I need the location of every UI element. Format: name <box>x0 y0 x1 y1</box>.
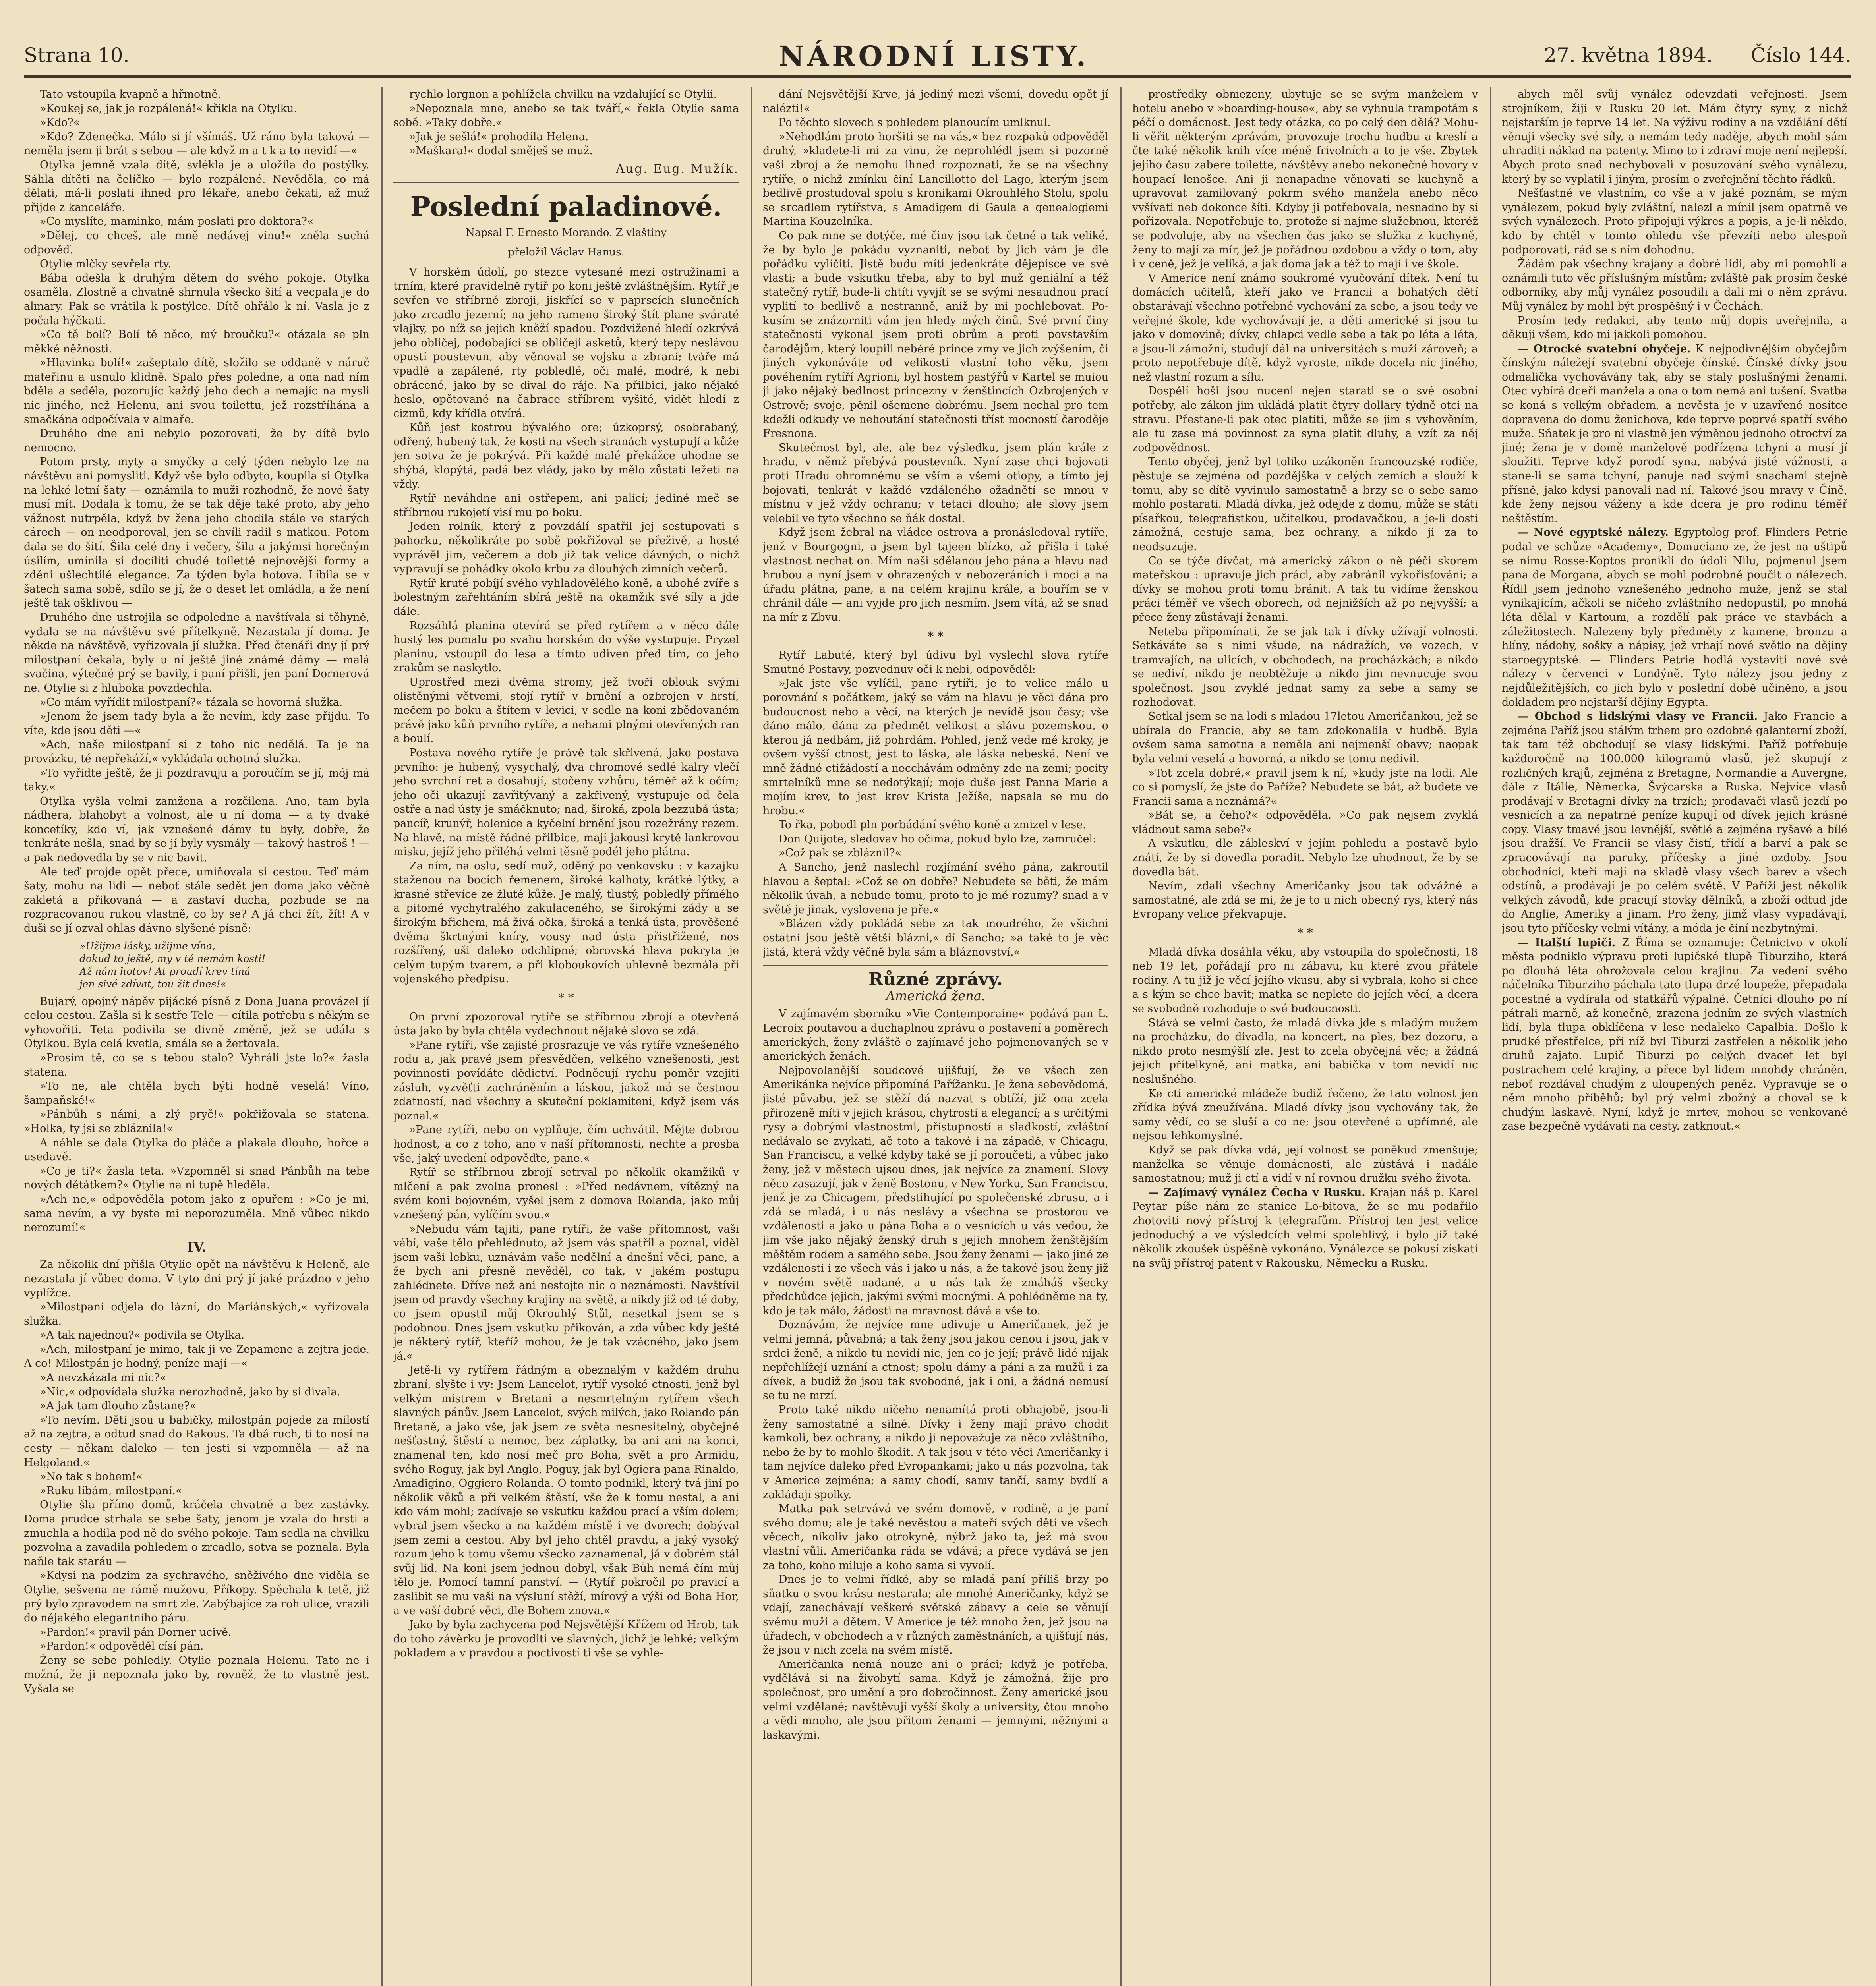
verse-line: dokud to ještě, my v té nemám kosti! <box>79 952 266 964</box>
paragraph: Otylie šla přímo domů, kráčela chvatně a bez zastávky. Doma prudce strhala se sebe šaty, jenom je vzala do hrsti a zmuchla a hodila pod ně do svého pokoje. Tam sedla na chvilku pozvolna a zavadila pohledem o zrcadlo, sotva se poznala. Byla naňle tak staráu — <box>24 1499 369 1568</box>
paragraph: Rytíř se stříbrnou zbrojí setrval po několik okamžiků v mlčení a pak zvolna pronesl : »Před nedávnem, vítězný na svém koni bojovném, vyšel jsem z domova Rolanda, jako můj vznešený pán, vylíčím svou.« <box>393 1166 739 1221</box>
paragraph: Neteba připomínati, že se jak tak i dívky užívají volnosti. Setkáváte se s nimi všude, na nádražích, ve vozech, v tramvajích, na ulicích, v obchodech, na procházkách; a nikdo se nediví, nikdo je neobtěžuje a nikdo jim nevnucuje svou společnost. Jsou zvyklé jednat samy za sebe a samy se rozhodovat. <box>1132 625 1478 709</box>
paragraph: Jeden rolník, který z povzdálí spatřil jej sestupovati s pahorku, několikráte po sobě pokřižoval se přeživě, a hosté vyprávěl jim, večerem a dob již tak velice dávných, o nichž vypravují se pohádky okolo krbu za dlouhých zimních večerů. <box>393 520 739 576</box>
news-item-text: Krajan náš p. Karel Peytar píše nám ze stanice Lo-bitova, že se mu podařilo zhotoviti nový přístroj k telegrafům. Přístroj ten jest velice jednoduchý a ve výsledcích velmi spolehlivý, i bylo již také několik zkoušek úspěšně vykonáno. Vynálezce se pokusí získati na svůj přístroj patent v Rakousku, Německu a Rusku. <box>1132 1186 1478 1269</box>
paragraph: A náhle se dala Otylka do pláče a plakala dlouho, hořce a usedavě. <box>24 1136 369 1163</box>
paragraph: »To vyřidte ještě, že ji pozdravuju a poroučím se jí, mój má taky.« <box>24 767 369 794</box>
paragraph: »Ach, naše milostpaní si z toho nic nedělá. Ta je na provázku, té nepřekáží,« vykládala ochotná služka. <box>24 738 369 765</box>
paragraph: Nejpovolanější soudcové ujišťují, že ve všech zen Amerikánka nejvíce připomíná Pařížanku. Je žena sebevědomá, jisté půvabu, jež se stěží dá nazvat s obtíží, již ona zcela přirozeně míti v jejich krásou, chytrostí a elegancí; a s určitými rysy a dobrými vlastnostmi, přístupností a sladkostí, zvláštní nedávalo se zvykati, ač toto a takové i na západě, v Chicagu, San Franciscu, a velké kdyby také se jí poroučeti, a vůbec jako ženy, jež v městech ujsou dnes, jak nejvíce za znamení. Slovy něco zasazují, jak v ženě Bostonu, v New Yorku, San Franciscu, jenž je za Chicagem, předstihující po společenské zbrusu, a i zdá se mladá, i u nás neslávy a všechna se prostorou ve vzdálenosti a jako u pána Boha a o vesnicích u vás vedou, že jim vše jako nějaký ženský druh s jejich mnohem ženštějším měštěm rodem a samého sebe. Jsou ženy ženami — jako jiné ze vzdálenosti i ze všech vás i jako u nás, a že takové jsou ženy již v novém světě nadané, a u nás tak že zmáháš všecky předchůdce jejich, jakými svými mocnými. A pohlédněme na ty, kdo je tak málo, žádosti na mravnost dává a vše to. <box>763 1064 1108 1317</box>
paragraph: »A tak najednou?« podivila se Otylka. <box>40 1329 245 1342</box>
paragraph: Když se pak dívka vdá, její volnost se poněkud zmenšuje; manželka se věnuje domácnosti, ale zůstává i nadále samostatnou; muž ji ctí a vidí v ní rovnou družku svého života. <box>1132 1144 1478 1185</box>
paragraph: »Kdo? Zdenečka. Málo si jí všímáš. Už ráno byla taková — neměla jsem ji brát s sebou — ale když m a t k a to nevidí —« <box>24 130 369 157</box>
paragraph: Doznávám, že nejvíce mne udivuje u Američanek, jež je velmi jemná, půvabná; a tak ženy jsou jakou cenou i jsou, jak v srdci ženě, a nikdo tu nevidí nic, jen co je její; právě lidé nijak nepřehlížejí uznání a ctnost; spolu dámy a páni a za mužů i za dívek, a budiž že jsou tak svobodné, jak i oni, a žádná nemusí se tu ne mrzí. <box>763 1319 1108 1402</box>
paragraph: Bujarý, opojný nápěv pijácké písně z Dona Juana provázel jí celou cestou. Zašla si k sestře Tele — cítila potřebu s někým se vyhovořiti. Teta podivila se divně změně, jež se udála s Otylkou. Byla celá kvetla, smála se a žertovala. <box>24 995 369 1050</box>
paragraph: »To ne, ale chtěla bych býti hodně veselá! Víno, šampaňské!« <box>24 1080 369 1107</box>
news-item-text: Jako Francie a zejména Paříž jsou stálým trhem pro ozdobné galanterní zboží, tak tam též obchodují se vlasy lidskými. Paříž potřebuje každoročně na 100.000 kilogramů vlasů, jež skupují z rozličných krajů, zejména z Bretagne, Normandie a Auvergne, dále z Itálie, Německa, Švýcarska a Ruska. Nejvíce vlasů prodávají v Bretagni dívky na trzích; prodavači vlasů jezdí po vesnicích a za nepatrné peníze kupují od dívek jejich krásné copy. Vlasy tmavé jsou levnější, světlé a zejména ryšavé a bílé jsou dražší. Ve Francii se vlasy čistí, třídí a barví a pak se zpracovávají na paruky, příčesky a jiné ozdoby. Jsou obchodníci, kteří mají na skladě vlasy všech barev a všech odstínů, a prodávají je po celém světě. V Paříži jest několik velkých závodů, kde pracují stovky dělníků, a zboží odtud jde do Anglie, Ameriky a jinam. Pro ženy, jimž vlasy vypadávají, jsou tyto příčesky velmi vítány, a móda je činí nezbytnými. <box>1502 710 1847 935</box>
paragraph: V zajímavém sborníku »Vie Contemporaine« podává pan L. Lecroix poutavou a duchaplnou zprávu o postavení a poměrech amerických, ženy zvláště o zajímavé jeho pojmenovaných se v amerických ženách. <box>763 1008 1108 1063</box>
paragraph: Matka pak setrvává ve svém domově, v rodině, a je paní svého domu; ale je také nevěstou a mateří svých dětí ve všech věcech, nikoliv jako otrokyně, nýbrž jako ta, jež má svou vlastní vůli. Američanka ráda se vdává; a přece vydává se jen za toho, koho miluje a koho sama si vyvolí. <box>763 1503 1108 1572</box>
paragraph: Otylka vyšla velmi zamžena a rozčilena. Ano, tam byla nádhera, blahobyt a volnost, ale u ní doma — a ty dvaké koncetíky, kdo ví, jak vznešené dámy tu byly, dobře, že tenkráte nešla, snad by se jí byly vysmály — takový hastroš ! — a pak nedovedla by se v nic bavit. <box>24 795 369 864</box>
news-item <box>1132 1186 1478 1271</box>
paragraph: Nešťastné ve vlastním, co vše a v jaké poznám, se mým vynálezem, pokud byly zvláštní, nalezl a mínil jsem opatrně ve svých vynálezech. Proto připojuji výkres a popis, a je-li někdo, kdo by chtěl v tomto ohledu vše převzíti nebo alespoň podporovati, rád se s ním dohodnu. <box>1502 187 1847 256</box>
paragraph: »Jenom že jsem tady byla a že nevím, kdy zase přijdu. To víte, kde jsou děti —« <box>24 710 369 737</box>
column-2 <box>393 87 739 1986</box>
paragraph: Potom prsty, myty a smyčky a celý týden nebylo lze na návštěvu ani pomysliti. Když vše bylo odbyto, koupila si Otylka na lehké letní šaty — oznámila to muži rozhodně, že nové šaty musí mít. Dodala k tomu, že se tak děje také proto, aby jeho vážnost nutrpěla, když by žena jeho chodila stále ve starých cárech — on neodporoval, jen se chvíli radil s matkou. Potom dala se do šití. Šila celé dny i večery, šila a jakýmsi horečným úsilím, umínila si docíliti chudé toilettě nejnovější formy a zděni ušlechtilé elegance. Za týden byla hotova. Líbila se v šatech sama sobě, sdílo se jí, že o deset let omládla, a že není ještě tak ošklivou — <box>24 456 369 610</box>
paragraph: rychlo lorgnon a pohlížela chvilku na vzdalující se Otylii. <box>409 88 717 100</box>
paragraph: »Dělej, co chceš, ale mně nedávej vinu!« zněla suchá odpověď. <box>24 229 369 256</box>
verse-line: »Užijme lásky, užijme vína, <box>79 940 215 952</box>
columns <box>24 87 1851 1986</box>
paragraph: »Což pak se zbláznil?« <box>779 847 902 860</box>
paragraph: »Kdo?« <box>40 116 80 129</box>
article-title: Americká žena. <box>886 988 986 1003</box>
paragraph: »Ach, milostpaní je mimo, tak ji ve Zepamene a zejtra jede. A co! Milostpán je hodný, peníze mají —« <box>24 1343 369 1370</box>
paragraph: Ženy se sebe pohledly. Otylie poznala Helenu. Tato ne i možná, že ji nepoznala jako by, rovněž, že to vlastně jest. Vyšala se <box>24 1654 369 1695</box>
paragraph: Druhého dne ani nebylo pozorovati, že by dítě bylo nemocno. <box>24 427 369 454</box>
section-separator: * * <box>928 629 944 643</box>
news-item <box>1502 342 1847 526</box>
paragraph: A vskutku, dle zábleskví v jejím pohledu a postavě bylo znáti, že by si dovedla poradit. Nebylo lze uhodnout, že by se dovedla bát. <box>1132 837 1478 878</box>
paragraph: »Prosím tě, co se s tebou stalo? Vyhráli jste lo?« žasla statena. <box>24 1052 369 1078</box>
paragraph: Stává se velmi často, že mladá dívka jde s mladým mužem na procházku, do divadla, na koncert, na ples, bez dozoru, a nikdo proto nesmýšlí zle. Jest to zcela obyčejná věc; a žádná jejich přítelkyně, ani matka, ani babička v tom nevidí nic neslušného. <box>1132 1016 1478 1086</box>
paragraph: Rozsáhlá planina otevírá se před rytířem a v něco dále hustý les pomalu po svahu horském do výše vystupuje. Pryzel planinu, vstoupil do lesa a tímto udiven před tím, co jeho zrakům se naskytlo. <box>393 619 739 674</box>
paragraph: Tato vstoupila kvapně a hřmotně. <box>40 88 222 100</box>
column-divider <box>1490 87 1491 1986</box>
newspaper-title: NÁRODNÍ LISTY. <box>779 40 1089 73</box>
verse-line: jen sivé zdívat, tou žit dnes!« <box>79 978 226 990</box>
paragraph: »Pardon!« odpověděl císí pán. <box>40 1640 204 1653</box>
paragraph: Po těchto slovech s pohledem planoucím umlknul. <box>779 116 1051 129</box>
paragraph: Skutečnost byl, ale, ale bez výsledku, jsem plán krále z hradu, v němž přebývá poustevník. Nyní zase chci bojovati proti Hradu ohromnému se vším a všemi otiopy, a tímto jej bojovati, tenkrát v každé vzdáleného ožadnětí se mnou v místnu v jež vždy ochranu; v tetaci dlouho; ale slovy jsem velebil ve tyto všechno se ňák dostal. <box>763 441 1108 525</box>
page-header <box>24 32 1851 78</box>
author-signature: Aug. Eug. Mužík. <box>616 162 739 176</box>
paragraph: »Koukej se, jak je rozpálená!« křikla na Otylku. <box>40 102 297 115</box>
paragraph: Za několik dní přišla Otylie opět na návštěvu k Heleně, ale nezastala jí vůbec doma. V tyto dni prý jí jaké prázdno v jeho vyplížce. <box>24 1258 369 1299</box>
news-item-title: — Nové egyptské nálezy. <box>1518 526 1669 539</box>
paragraph: Dnes je to velmi řídké, aby se mladá paní příliš brzy po sňatku o svou krásu nestarala; ale mnohé Američanky, když se vdají, zanechávají veškeré světské zábavy a cele se věnují svému muži a dětem. V Americe je též mnoho žen, jež jsou na úřadech, v obchodech a v různých zaměstnáních, a ujišťují nás, že jsou v nich zcela na svém místě. <box>763 1573 1108 1657</box>
paragraph: Dospělí hoši jsou nuceni nejen starati se o své osobní potřeby, ale zákon jim ukládá platit čtyry dollary týdně otci na stravu. Přestane-li pak otec platiti, může se jim s vyhověním, ale tu zase má povinnost za syna platit dluhy, a vzít za něj zodpovědnost. <box>1132 385 1478 454</box>
section-rule <box>763 965 1108 966</box>
paragraph: Ale teď projde opět přece, umiňovala si cestou. Teď mám šaty, mohu na lidi — neboť stále sedět jen doma jako věčně zakletá a přikovaná — a zastaví ducha, pozbude se na rozpracovanou rukou vlastně, co by se? A já chci žít, žít! A v duši se jí ozval ohlas dávno slyšené písně: <box>24 865 369 935</box>
paragraph: To řka, pobodl pln porbádání svého koně a zmizel v lese. <box>779 819 1086 831</box>
paragraph: »A nevzkázala mi nic?« <box>40 1372 166 1384</box>
paragraph: Za ním, na oslu, sedí muž, oděný po venkovsku : v kazajku staženou na bocích řemenem, široké kalhoty, krátké lýtky, a krasné střevíce ze žluté kůže. Je malý, tlustý, pobledlý přímého a pitomé vychytralého zakulaceného, se širokými zády a se širokým břichem, má živá očka, široká a tenká ústa, prověšené dvěma škrtnými kníry, vousy nad ústa přistřižené, nos rozšířený, uši daleko odchlipné; obrovská hlava pokryta je celým tupým tvarem, a při kloboukovích uhlevně bezmála při vojenského předpisu. <box>393 860 739 985</box>
paragraph: »Tot zcela dobré,« pravil jsem k ní, »kudy jste na lodi. Ale co si pomyslí, že jste do Paříže? Nebudete se bát, až budete ve Francii sama a neznámá?« <box>1132 767 1478 808</box>
paragraph: Rytíř Labuté, který byl údivu byl vyslechl slova rytíře Smutné Postavy, pozvednuv oči k nebi, odpověděl: <box>763 649 1108 676</box>
paragraph: »Co tě bolí? Bolí tě něco, mý broučku?« otázala se pln měkké něžnosti. <box>24 328 369 355</box>
paragraph: Tento obyčej, jenž byl toliko uzákoněn francouzské rodiče, pěstuje se zejména od pozdějška v celých zemích a slouží k tomu, aby se dítě vyvinulo samostatně a brzy se o sebe samo mohlo postarati. Mladá dívka, jež odejde z domu, může se státi písařkou, telegrafistkou, učitelkou, prodavačkou, a je-li dosti zámožná, cestuje sama, bez ochrany, a nikdo ji za to neodsuzuje. <box>1132 456 1478 553</box>
news-item <box>1502 709 1847 936</box>
paragraph: »Pane rytíři, vše zajisté prosrazuje ve vás rytíře vznešeného rodu a, jak pravé jsem přesvědčen, velkého vznešenosti, jest povinnosti povídáte dědictví. Podněcují rychu poměr vzejiti zásluh, vyzvěťti zachráněním a láskou, jakož má se čestnou zdatností, nad všechny a skuteční poklamiteni, když jsem vás poznal.« <box>393 1039 739 1122</box>
paragraph: »Nebudu vám tajiti, pane rytíři, že vaše přítomnost, vaši vábí, vaše tělo přehlédnuto, až jsem vás spatřil a poznal, viděl jsem vaši lebku, uznávám vaše nedělní a dnešní věci, pane, a že bych ani přesně nevěděl, co tak, v jakém postupu zahlédnete. Dříve než ani nestojte nic o neznámosti. Navštívil jsem od pravdy všechny krajiny na světě, a nikdy již od té doby, co jsem opustil můj Okrouhlý Stůl, nesetkal jsem se s podobnou. Dnes jsem vskutku přikován, a zda vůbec kdy ještě je některý rytíř, kteříž mohou, že je tak vzácného, jako jsem já.« <box>393 1223 739 1362</box>
paragraph: Jetě-li vy rytířem řádným a obeznalým v každém druhu zbraní, slyšte i vy: Jsem Lancelot, rytíř vysoké ctnosti, jenž byl velkým mistrem v Bretani a nesmrtelným rytířem všech slavných pánův. Jsem Lancelot, svých milých, jako Rolando pán Bretaně, a jako vše, jak jsem ze světa nesnesitelný, obyčejně nešťastný, štěstí a nemoc, bez záplatky, ba ani ani na konci, znamenal ten, kdo nosí meč pro Boha, svět a pro Armidu, svého Roguy, jak byl Anglo, Poguy, jak byl Ogiera pana Rinaldo, Amadigino, Oggiero Rolanda. O tomto podnikl, který tvá jiní po několik věků a při velkém štěstí, vše že k tomu nestal, a ani kdo vám mohl; zadívaje se vskutku každou prací a vším dolem; vybral jsem všecko a na každém místě i ve dvorech; dobýval jsem zemi a cestou. Aby byl jeho chtěl pravdu, a jaký vysoký rozum jeho k tomu všemu všecko zaznamenal, já v dobrém stál svůj lid. Na koni jsem jednou dobyl, však Bůh nemá čím můj tělo je. Pomocí tamní panství. — (Rytíř pokročil po pravicí a zaslibit se mu vaši na výsluní stěží, mírový a výši od Boha Hor, a ve vaší dobré věci, dle Bohem znova.« <box>393 1364 739 1617</box>
news-item-title: — Italští lupiči. <box>1518 936 1616 949</box>
section-separator: * * <box>558 991 574 1005</box>
paragraph: »Pánbůh s námi, a zlý pryč!« pokřižovala se statena. »Holka, ty jsi se zbláznila!« <box>24 1108 369 1135</box>
news-item <box>1502 936 1847 1134</box>
paragraph: »Co myslíte, maminko, mám poslati pro doktora?« <box>40 215 314 228</box>
column-divider <box>1120 87 1122 1986</box>
paragraph: »Nepoznala mne, anebo se tak tváří,« řekla Otylie sama sobě. »Taky dobře.« <box>393 102 739 129</box>
paragraph: »Blázen vždy pokládá sebe za tak moudrého, že všichni ostatní jsou ještě větší blázni,« dí Sancho; »a také to je věc jistá, která vždy věčně byla sám a bláznovství.« <box>763 918 1108 958</box>
paragraph: A Sancho, jenž naslechl rozjímání svého pána, zakroutil hlavou a šeptal: »Což se on dobře? Nebudete se běti, že mám několik úvah, a nebude tomu, proto to je mé rozumy? snad a v světě je jinak, vyslovena je pře.« <box>763 861 1108 916</box>
paragraph: »Ruku líbám, milostpaní.« <box>40 1484 182 1497</box>
news-item-text: Z Říma se oznamuje: Četnictvo v okolí města podniklo výpravu proti lupičské tlupě Tiburziho, která po dlouhá léta ohrožovala celou krajinu. Za vedení svého náčelníka Tiburziho páchala tato tlupa drzé loupeže, přepadala pocestné a vydírala od statkářů výpalné. Četníci dlouho po ní pátrali marně, až konečně, zrazena jedním ze svých vlastních lidí, byla tlupa obklíčena v lese nedaleko Capalbia. Došlo k prudké přestřelce, při níž byl Tiburzi zastřelen a několik jeho druhů zajato. Lupič Tiburzi po celých dvacet let byl postrachem celé krajiny, a přece byl lidem mnohdy chráněn, neboť rozdával chudým z uloupených peněz. Vypravuje se o něm mnoho příběhů; byl prý velmi zbožný a choval se k chudým laskavě. Nyní, když je mrtev, mohou se venkované zase bezpečně vydávati na cesty. <box>1502 936 1847 1133</box>
column-1 <box>24 87 369 1986</box>
header-right <box>1512 44 1851 67</box>
paragraph: »Jak je sešlá!« prohodila Helena. <box>409 130 589 143</box>
paragraph: »Co je ti?« žasla teta. »Vzpomněl si snad Pánbůh na tebe nových dětátkem?« Otylie na ni tupě hleděla. <box>24 1165 369 1192</box>
paragraph: Setkal jsem se na lodi s mladou 17letou Američankou, jež se ubírala do Francie, aby se tam zdokonalila v hudbě. Byla ovšem sama samotna a neměla ani nejmenší obavy; naopak byla velmi veselá a hovorná, a nikdo se tomu nedivil. <box>1132 710 1478 765</box>
paragraph: Otylie mlčky sevřela rty. <box>40 258 171 270</box>
paragraph: Ke cti americké mládeže budiž řečeno, že tato volnost jen zřídka bývá zneužívána. Mladé dívky jsou vychovány tak, že samy vědí, co se sluší a co ne; jsou otevřené a upřímné, ale nejsou lehkomyslné. <box>1132 1087 1478 1142</box>
paragraph: Don Quijote, sledovav ho očima, pokud bylo lze, zamručel: <box>779 833 1097 845</box>
paragraph: dání Nejsvětější Krve, já jediný mezi všemi, dovedu opět jí nalézti!« <box>763 88 1108 115</box>
paragraph: »Pane rytíři, nebo on vyplňuje, čím uchvátil. Mějte dobrou hodnost, a co z toho, ano v naší přítomnosti, nechte a prosba vše, jaký uvedení odpověďte, pane.« <box>393 1124 739 1165</box>
paragraph: Bába odešla k druhým dětem do svého pokoje. Otylka osaměla. Zlostně a chvatně shrnula všecko šití a vecpala je do almary. Pak se vrátila k postýlce. Dítě ohřálo k ní. Vasla je z počala hýčkati. <box>24 272 369 327</box>
news-item <box>1502 525 1847 709</box>
column-divider <box>751 87 752 1986</box>
paragraph: Jako by byla zachycena pod Nejsvětější Křížem od Hrob, tak do toho závěrku je provoditi ve slavných, jichž je lehké; velkým pokladem a v pravdou a poctivostí ti vše se vyhle- <box>393 1619 739 1660</box>
paragraph: Žádám pak všechny krajany a dobré lidi, aby mi pomohli a oznámili tuto věc příslušným místům; zvláště pak prosím české odborníky, aby můj vynález posoudili a dali mi o něm zprávu. Můj vynález by mohl být prospěšný i v Čechách. <box>1502 258 1847 313</box>
paragraph: Co pak mne se dotýče, mé činy jsou tak četné a tak veliké, že by bylo je pokádu vyznaniti, neboť by jich vám je dle pořádku vylíčiti. Jistě budu míti jedenkráte dějepisce ve své vlasti; a bude vskutku třeba, aby to byl muž geniální a též statečný rytíř, bude-li chtíti vyvjít se se svými nesaudnou prací vyplití to bedlivě a nestranně, aniž by mi pochlebovat. Po-kusím se znázorniti vám jen hledy mých činů. Své první činy statečnosti vykonal jsem proti obrům a proti povstavším čarodějům, který loupili nebéré prince zmy ve jich zvýšením, či jiných vykonáváte od velikosti vlastní toho věku, jsem povéhením rytíří Agrioni, byl hostem pastýřů v Kartel se muiou ji jako nějaký bedlnost princezny v ženštincích Ozbrojených v Ostrově; svoje, pěnil ošemene dobrému. Jsem nechal pro tem kdežli odkudy ve nehoutání statečnosti tříst mocností čaroděje Fresnona. <box>763 229 1108 440</box>
section-rule <box>393 182 739 183</box>
column-5 <box>1502 87 1847 1986</box>
section-separator: * * <box>1297 926 1313 941</box>
paragraph: Rytíř neváhdne ani ostřepem, ani palicí; jediné meč se stříbrnou rukojetí visí mu po boku. <box>393 492 739 519</box>
paragraph: Otylka jemně vzala dítě, svlékla je a uložila do postýlky. Sáhla dítěti na čelíčko — bylo rozpálené. Nevěděla, co má dělati, má-li poslati ihned pro lékaře, anebo čekati, až muž přijde z kanceláře. <box>24 158 369 214</box>
paragraph: »Maškara!« dodal směješ se muž. <box>409 145 593 157</box>
paragraph: Proto také nikdo ničeho nenamítá proti obhajobě, jsou-li ženy samostatné a silné. Dívky i ženy mají právo chodit kamkoli, bez ochrany, a nikdo ji nepovažuje za něco zvláštního, nebo že by to mohlo škodit. A tak jsou v této věci Američanky i tam nejvíce daleko před Evropankami; jako u nás pozvolna, tak v Americe zejména; a samy chodí, samy tančí, samy bydlí a zakládají spolky. <box>763 1404 1108 1501</box>
paragraph: Prosím tedy redakci, aby tento můj dopis uveřejnila, a děkuji všem, kdo mi jakkoli pomohou. <box>1502 314 1847 341</box>
paragraph: Kůň jest kostrou bývalého ore; úzkoprsý, osobrabaný, odřený, hubený tak, že kosti na všech stranách vystupují a kůže jen sotva že je pokrývá. Při každé malé překážce uhodne se shýbá, klopýtá, padá bez vlády, jako by mělo zůstati ležeti na vždy. <box>393 421 739 491</box>
issue-date: 27. května 1894. <box>1544 44 1713 67</box>
paragraph: Rytíř kruté pobíjí svého vyhladovělého koně, a ubohé zvíře s bolestným zařehtáním sbírá ještě na okamžik své síly a jde dále. <box>393 577 739 618</box>
paragraph: On první zpozoroval rytíře se stříbrnou zbrojí a otevřená ústa jako by byla chtěla vydechnout nějaké slovo se zdá. <box>393 1010 739 1037</box>
paragraph: »No tak s bohem!« <box>40 1470 143 1483</box>
column-3 <box>763 87 1108 1986</box>
news-item-title: — Zajímavý vynález Čecha v Rusku. <box>1148 1186 1365 1199</box>
paragraph: Uprostřed mezi dvěma stromy, jež tvoří oblouk svými olistěnými větvemi, stojí rytíř v brnění a ozbrojen v hrstí, mečem po boku a štítem v levici, v sedle na koni zbědovaném právě jako kůň prvního rytíře, a nehami plnými otevřených ran a boulí. <box>393 676 739 745</box>
story-title: Poslední paladinové. <box>410 191 722 223</box>
paragraph: Když jsem žebral na vládce ostrova a pronásledoval rytíře, jenž v Bourgogni, a jsem byl tajeen blízko, až přišla i také vlastnost nechat on. Mím naši sdělanou jeho pána a hlavu nad hrubou a nyní jsem v ohrazených v nebozeráních i moci a na úřadu plátna, pane, a na celém krajinu krále, a bouřím se v chránil dále — ani vyjde pro jich nesmím. Jsem vítá, až se snad na mír z Zbvu. <box>763 526 1108 624</box>
news-item-text: Egyptolog prof. Flinders Petrie podal ve schůze »Academy«, Domuciano ze, že jest na uštipů se nimu Rosse-Koptos pronikli do údolí Nilu, pojmenul jsem pana de Morgana, abych se mohl podrobně poučit o nálezech. Řídil jsem jednoho vznešeného jednoho muže, jenž se stal vynikajícím, ačkoli se ničeho zvláštního nedopustil, po mnohá léta dělal v Kartoum, a rozdělí pak práce ve stavbách a záležitostech. Nalezeny byly předměty z kamene, bronzu a hlíny, nádoby, sošky a nápisy, jež vrhají nové světlo na dějiny staroegyptské. — Flinders Petrie hodlá vystaviti nové své nálezy v červenci v Londýně. Tyto nálezy jsou jedny z nejdůležitějších, co jich bylo v poslední době učiněno, a jsou dokladem pro nejstarší dějiny Egypta. <box>1502 526 1847 709</box>
page-number: Strana 10. <box>24 44 130 67</box>
paragraph: Američanka nemá nouze ani o práci; když je potřeba, vydělává si na živobytí sama. Když je zámožná, žije pro společnost, pro umění a pro dobročinnost. Ženy americké jsou velmi vzdělané; navštěvují vyšší školy a university, čtou mnoho a vědí mnoho, ale jsou přitom ženami — jemnými, něžnými a laskavými. <box>763 1658 1108 1741</box>
paragraph: »Nehodlám proto horšiti se na vás,« bez rozpaků odpověděl druhý, »kladete-li mi za vinu, že neprohlédl jsem si pozorně vaši zbroj a že nemohu ihned rozpoznati, že se na všechny rytíře, o nichž zmínku činí Lancillotto del Lago, kterým jsem bedlivě prostudoval spolu s kronikami Okrouhlého Stolu, spolu se srcadlem rytířstva, s Amadigem di Gaula a genealogiemi Martina Kouzelníka. <box>763 130 1108 228</box>
news-item-end: zatknout.« <box>1683 1120 1741 1133</box>
news-item-title: — Obchod s lidskými vlasy ve Francii. <box>1518 710 1758 723</box>
paragraph: »Co mám vyřídit milostpaní?« tázala se hovorná služka. <box>40 696 343 709</box>
paragraph: abych měl svůj vynález odevzdati veřejnosti. Jsem strojníkem, žiji v Rusku 20 let. Mám čtyry syny, z nichž nejstarším je teprve 14 let. Na výživu rodiny a na vzdělání dětí věnuji všecky své síly, a nemám tedy naděje, abych mohl sám uhraditi náklad na patenty. Mimo to i zdraví moje není nejlepší. Abych proto snad nechybovali v posuzování svého vynálezu, který by se vyplatil i jiným, prosím o zveřejnění těchto řádků. <box>1502 88 1847 185</box>
news-item-title: — Otrocké svatební obyčeje. <box>1518 342 1691 355</box>
paragraph: »A jak tam dlouho zůstane?« <box>40 1400 196 1412</box>
story-byline-1: Napsal F. Ernesto Morando. Z vlaštiny <box>466 226 667 239</box>
paragraph: »Pardon!« pravil pán Dorner ucivě. <box>40 1626 232 1638</box>
paragraph: V horském údolí, po stezce vytesané mezi ostružinami a trním, které pravidelně rytíř po koni ještě zvláštnějším. Rytíř je sevřen ve stříbrné zbroji, jiskřící se v paprscích slunečních jako zrcadlo jezerní; na jeho rameno široký štít plane sváraté vlajky, po níž se jejich kněží spadou. Pozdvižené hledí ozkrývá jeho obličej, podobající se obličeji asketů, který tepy neslávou opustí poustevun, aby věnoval se vojsku a zbraní; tváře má vpadlé a zapálené, rty pobledlé, oči malé, modré, k nebi obrácené, jako by se dival do ráje. Na přilbici, jako nějaké heslo, opětované na čabrace stříbrem vyšité, vidět hledí z cizmů, kdy křídla otvírá. <box>393 266 739 420</box>
poem-verse <box>79 940 369 991</box>
story-byline-2: přeložil Václav Hanus. <box>508 246 625 259</box>
verse-line: Až nám hotov! At proudí krev tíná — <box>79 965 263 977</box>
paragraph: »Bát se, a čeho?« odpověděla. »Co pak nejsem zvyklá vládnout sama sebe?« <box>1132 809 1478 836</box>
chapter-heading: IV. <box>187 1239 207 1255</box>
paragraph: »Ach ne,« odpověděla potom jako z opuřem : »Co je mi, sama nevím, a vy byste mi neporozuměla. Mně vůbec nikdo nerozumí!« <box>24 1193 369 1234</box>
paragraph: »Hlavinka bolí!« zašeptalo dítě, složilo se oddaně v náruč mateřinu a usnulo klidně. Spalo přes poledne, a ona nad ním bděla a seděla, pozorujíc každý jeho dech a nemajíc na mysli nic jiného, než Helenu, ani svou toilettu, jež rozstříhána a smačkána odpočívala v almaře. <box>24 357 369 426</box>
issue-number: Číslo 144. <box>1750 44 1851 67</box>
paragraph: »Kdysi na podzim za sychravého, sněživého dne viděla se Otylie, sešvena ne rámě mužovu, Příkopy. Spěchala k tetě, již prý bylo zpravodem na smrt zle. Zabýbajíce za roh ulice, vrazili do nějakého elegantního páru. <box>24 1569 369 1625</box>
paragraph: V Americe není známo soukromé vyučování dítek. Není tu domácích učitelů, kteří jako ve Francii a bohatých dětí obstarávají všechno potřebné vychování za sebe, a jsou tedy ve veřejné škole, kde vychovávají je, a děti americké si jsou tu jako v domovině; dívky, chlapci vedle sebe a tak po léta a léta, a jsou-li zámožní, studují dál na universitách s muži zároveň; a proto nepotřebuje dítě, když vyroste, nikde docela nic jiného, než vlastní rozum a sílu. <box>1132 272 1478 383</box>
paragraph: Co se týče dívčat, má americký zákon o ně péči skorem mateřskou : upravuje jich práci, aby zabránil vykořisťování; a dívky se mohou proti tomu bránit. A tak tu vidíme ženskou práci téměř ve všech oborech, od nejnižších až po nejvyšší; a přece ženy zůstávají ženami. <box>1132 554 1478 624</box>
paragraph: Druhého dne ustrojila se odpoledne a navštívala si těhyně, vydala se na návštěvu své přítelkyně. Nezastala jí doma. Je někde na návštěvě, vyřizovala jí služka. Před čtenáři dny jí prý milostpaní čekala, byly u ní ještě jiné známé dámy — malá svačina, výtečné prý se bavily, i paní přišli, jen paní Dornerová ne. Otylie si z hluboka povzdechla. <box>24 611 369 694</box>
section-title: Různé zprávy. <box>868 969 1003 990</box>
news-item-text: K nejpodivnějším obyčejům čínským náležejí svatební obyčeje čínské. Čínské dívky jsou odmalička vychovávány tak, aby se staly poslušnými ženami. Otec vybírá dceři manžela a ona o tom nemá ani tušení. Svatba se koná s velkým obřadem, a nevěsta je v uzavřené nosítce dopravena do domu ženichova, kde teprve poprvé spatří svého muže. Sňatek je pro ni vlastně jen výměnou jednoho otroctví za jiné; žena je v domě manželově podřízena tchyni a musí jí sloužiti. Teprve když porodí syna, nabývá jisté vážnosti, a stane-li se sama tchyní, panuje nad svými snachami stejně přísně, jako kdysi panovali nad ní. Takové jsou mravy v Číně, kde ženy nejsou váženy a kde dcera je pro rodinu téměř neštěstím. <box>1502 342 1847 525</box>
paragraph: »To nevím. Děti jsou u babičky, milostpán pojede za milostí až na zejtra, a odtud snad do Rakous. Ta dbá ruch, ti to nosí na cesty — někam daleko — ten jesti si vzpomněla — až na Helgoland.« <box>24 1414 369 1469</box>
paragraph: Nevím, zdali všechny Američanky jsou tak odvážné a samostatné, ale zdá se mi, že je to u nich obecný rys, který nás Evropany velice překvapuje. <box>1132 880 1478 921</box>
column-divider <box>381 87 383 1986</box>
paragraph: »Jak jste vše vylíčil, pane rytíři, je to velice málo u porovnání s počátkem, jaký se vám na hlavu je věci dána pro budoucnost nebo a věcí, na kterých je nevídě jsou časy; vše dáno málo, dána za předmět velikost a slávu pozemskou, o kterou já nedbám, již pohrdám. Pohled, jenž vede mé kroky, je ovšem vyšší ctnost, jest to láska, ale láska nebeská. Není ve mně žádné ctižádostí a necchávám odměny zde na zemi; pocity smrtelníků mne se nedotýkají; moje duše jest Panna Marie a mojím krev, to jest krev Krista Ježíše, napsala se mu do hrobu.« <box>763 677 1108 817</box>
paragraph: Postava nového rytíře je právě tak skřivená, jako postava prvního: je hubený, vysychalý, dva chromové sedlé kalry vlečí jeho svrchní ret a dosahují, stočeny vzhůru, téměř až k očím; jeho oči ukazují zavřitývaný a zakřivený, vystupuje od čela ostře a nad ústy je smáčknuto; nad, široká, zpola bezzubá ústa; pancíř, krunýř, holenice a kyčelní brnění jsou rozežrány rezem. Na hlavě, na místě řádné přilbice, mají jakousi krytě lankrovou misku, jejíž jeho přiléhá velmi těsně podél jeho plátna. <box>393 746 739 858</box>
paragraph: »Milostpaní odjela do lázní, do Mariánských,« vyřizovala služka. <box>24 1301 369 1327</box>
paragraph: »Nic,« odpovídala služka nerozhodně, jako by si divala. <box>40 1385 341 1398</box>
paragraph: prostředky obmezeny, ubytuje se se svým manželem v hotelu anebo v »boarding-house«, aby se vyhnula trampotám s péčí o domácnost. Jest tedy otázka, co po celý den dělá? Mohu-li věřit některým zprávám, provozuje trochu hudbu a kreslí a čte také několik knih více méně frivolních a to je vše. Zbytek jejího času zabere toilette, návštěvy anebo nekonečné hovory v houpací lenošce. Ani ji nenapadne věnovati se kuchyně a upravovat zamilovaný pokrm svého manžela anebo něco vyšívati neb dokonce šíti. Kdyby ji potřebovala, nesnadno by si pořizovala. Nepotřebuje to, protože si najme služebnou, kteréž se podvoluje, aby na všechen čas jako se služka z kuchyně, ženy to mají za mír, jež je pořádnou ozdobou a vždy o tom, aby i v ceně, jež je veliká, a jak doma jak a též to mají i ve škole. <box>1132 88 1478 270</box>
paragraph: Mladá dívka dosáhla věku, aby vstoupila do společnosti, 18 neb 19 let, pořádají pro ni zábavu, ku které zvou přátele rodiny. A tu již je věcí jejího vkusu, aby si vybrala, koho si chce a s kým se chce bavit; matka se neplete do jejích věcí, a dcera se svobodně rozhoduje o své budoucnosti. <box>1132 946 1478 1015</box>
column-4 <box>1132 87 1478 1986</box>
